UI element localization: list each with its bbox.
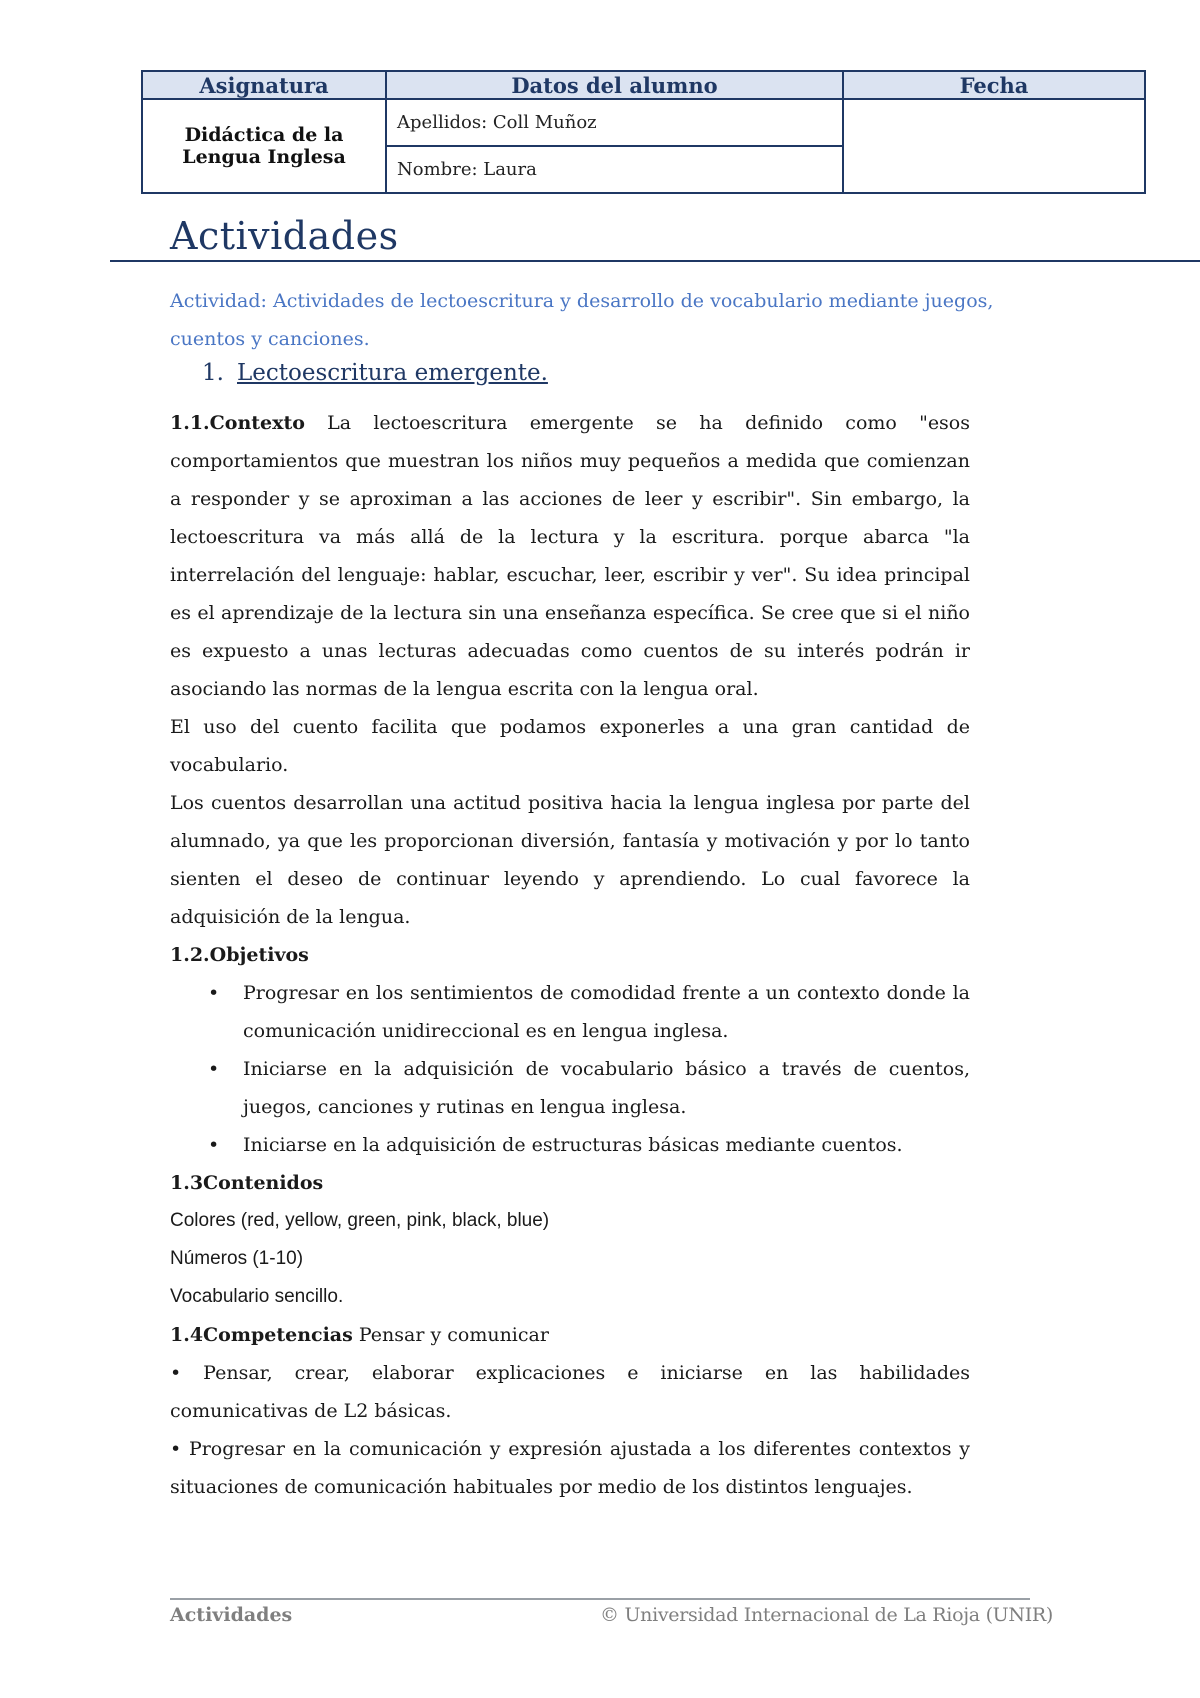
section-title: Lectoescritura emergente.	[237, 360, 548, 386]
footer-copyright: © Universidad Internacional de La Rioja (UNIR)	[600, 1604, 1054, 1626]
objectives-list	[170, 974, 970, 1164]
title-divider	[110, 260, 1200, 262]
bullet-icon: •	[208, 1134, 220, 1156]
objective-text: Iniciarse en la adquisición de estructuras básicas mediante cuentos.	[243, 1134, 903, 1156]
document-body	[170, 404, 970, 1506]
context-text: La lectoescritura emergente se ha definido como "esos comportamientos que muestran los niños muy pequeños a medida que comienzan a responder y se aproximan a las acciones de leer y escribir". Sin embargo, la lectoescritura va más allá de la lectura y la escritura. porque abarca "la interrelación del lenguaje: hablar, escuchar, leer, escribir y ver". Su idea principal es el aprendizaje de la lectura sin una enseñanza específica. Se cree que si el niño es expuesto a unas lecturas adecuadas como cuentos de su interés podrán ir asociando las normas de la lengua escrita con la lengua oral.	[170, 412, 970, 700]
competencies-heading-line	[170, 1316, 970, 1354]
objective-text: Iniciarse en la adquisición de vocabulario básico a través de cuentos, juegos, canciones y rutinas en lengua inglesa.	[243, 1058, 970, 1118]
page-title: Actividades	[170, 214, 399, 258]
context-paragraph-2: El uso del cuento facilita que podamos exponerles a una gran cantidad de vocabulario.	[170, 716, 970, 776]
header-col-subject: Asignatura	[142, 71, 386, 99]
objectives-heading: 1.2.Objetivos	[170, 944, 309, 966]
footer-divider	[170, 1598, 1030, 1600]
competency-item: • Pensar, crear, elaborar explicaciones e iniciarse en las habilidades comunicativas de L2 básicas.	[170, 1362, 970, 1422]
activity-statement: Actividad: Actividades de lectoescritura y desarrollo de vocabulario mediante juegos, cuentos y canciones.	[170, 290, 994, 350]
header-col-date: Fecha	[843, 71, 1145, 99]
objective-text: Progresar en los sentimientos de comodidad frente a un contexto donde la comunicación unidireccional es en lengua inglesa.	[243, 982, 970, 1042]
content-item-vocabulary: Vocabulario sencillo.	[170, 1286, 344, 1307]
list-item	[170, 1050, 970, 1126]
section-number: 1.	[202, 360, 224, 386]
context-heading: 1.1.Contexto	[170, 412, 305, 434]
header-col-student: Datos del alumno	[386, 71, 843, 99]
name-field: Nombre: Laura	[386, 146, 843, 193]
section-heading	[202, 360, 548, 386]
bullet-icon: •	[208, 982, 220, 1004]
list-item	[170, 1126, 970, 1164]
bullet-icon: •	[208, 1058, 220, 1080]
contents-heading: 1.3Contenidos	[170, 1172, 324, 1194]
subject-cell	[142, 99, 386, 193]
context-paragraph	[170, 404, 970, 708]
surname-field: Apellidos: Coll Muñoz	[386, 99, 843, 146]
date-cell	[843, 99, 1145, 193]
competency-item: • Progresar en la comunicación y expresión ajustada a los diferentes contextos y situaciones de comunicación habituales por medio de los distintos lenguajes.	[170, 1438, 970, 1498]
context-paragraph-3: Los cuentos desarrollan una actitud positiva hacia la lengua inglesa por parte del alumnado, ya que les proporcionan diversión, fantasía y motivación y por lo tanto sienten el deseo de continuar leyendo y aprendiendo. Lo cual favorece la adquisición de la lengua.	[170, 792, 970, 928]
competencies-heading: 1.4Competencias	[170, 1324, 353, 1346]
list-item	[170, 974, 970, 1050]
footer-section-label: Actividades	[170, 1604, 293, 1626]
subject-line-2: Lengua Inglesa	[182, 146, 346, 168]
subject-line-1: Didáctica de la	[184, 124, 344, 146]
competencies-subtitle: Pensar y comunicar	[352, 1324, 549, 1346]
content-item-numbers: Números (1-10)	[170, 1248, 304, 1269]
content-item-colors: Colores (red, yellow, green, pink, black, blue)	[170, 1210, 550, 1231]
header-table	[141, 70, 1146, 194]
